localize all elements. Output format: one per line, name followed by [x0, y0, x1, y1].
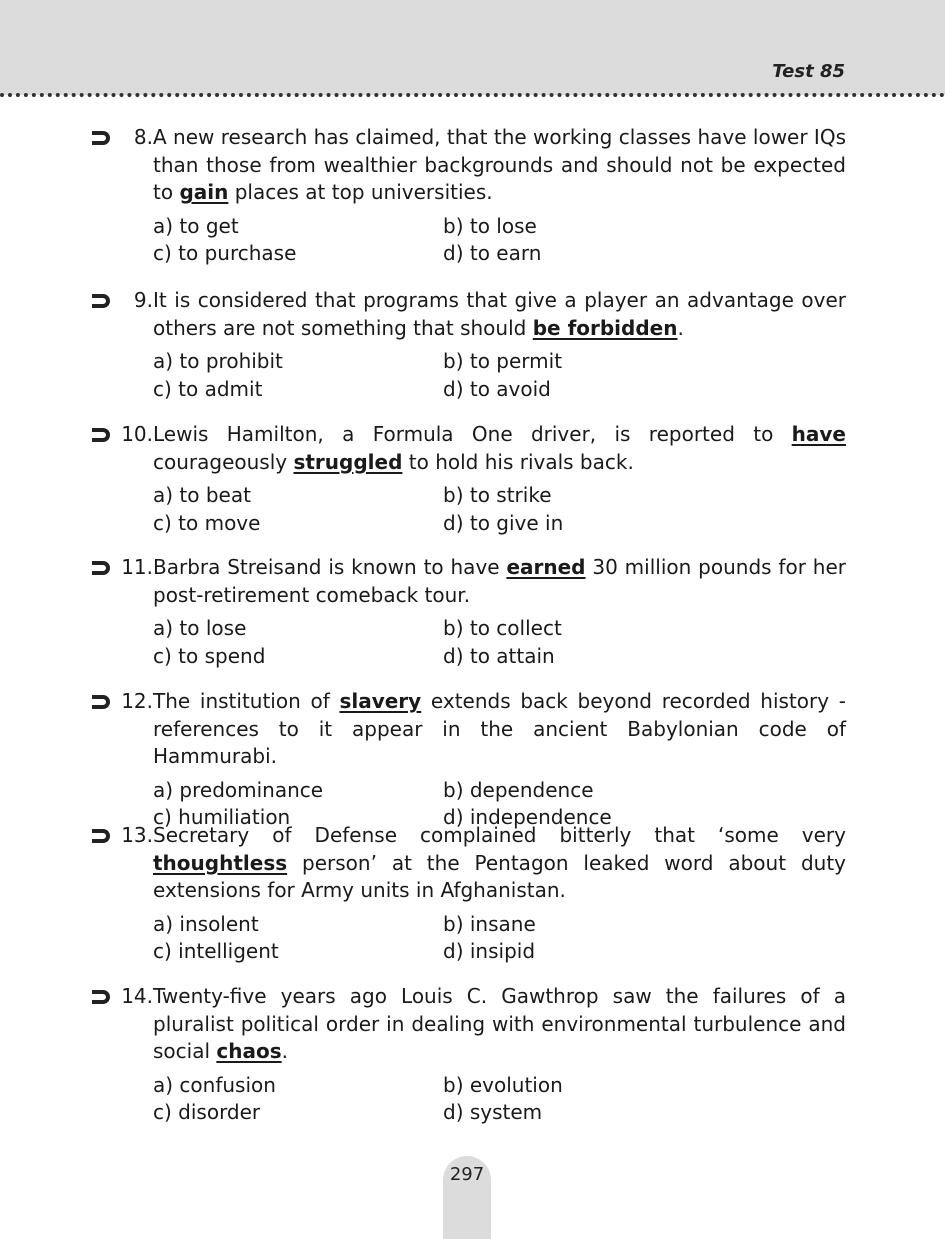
answer-options	[153, 213, 846, 268]
underlined-keyword: gain	[179, 180, 229, 204]
answer-option: a) confusion	[153, 1072, 276, 1097]
question-number: 11.	[121, 555, 153, 579]
question-number: 14.	[121, 984, 153, 1008]
page-number: 297	[449, 1164, 485, 1185]
underlined-keyword: thoughtless	[153, 850, 288, 875]
question-number: 10.	[121, 422, 153, 446]
answer-option: b) insane	[443, 911, 536, 936]
answer-option: d) to give in	[443, 510, 564, 535]
dotted-divider	[0, 93, 945, 97]
underlined-keyword: earned	[506, 555, 586, 579]
answer-option: d) independence	[443, 805, 612, 829]
answer-option: a) to prohibit	[153, 349, 283, 373]
question-number: 12.	[121, 689, 153, 713]
answer-option: d) to avoid	[443, 376, 551, 401]
stem-text: 30 million pounds for her post-retirement comeback tour.	[153, 555, 846, 607]
question-number: 13.	[121, 823, 153, 847]
stem-text: Barbra Streisand is known to have	[153, 555, 507, 579]
arrow-bullet-icon	[90, 127, 112, 149]
question-9	[90, 287, 846, 403]
arrow-bullet-icon	[90, 424, 112, 446]
stem-text: It is considered that programs that give a player an advantage over others are not something that should	[153, 288, 846, 340]
answer-option: c) intelligent	[153, 939, 279, 963]
question-11	[90, 554, 846, 670]
answer-option: b) dependence	[443, 777, 594, 802]
question-12	[90, 688, 846, 832]
answer-option: c) to purchase	[153, 241, 297, 265]
stem-text: to hold his rivals back.	[402, 449, 634, 474]
stem-text: Secretary of Defense complained bitterly that ‘some very	[153, 823, 846, 847]
underlined-keyword: struggled	[293, 449, 403, 474]
question-stem	[153, 688, 846, 771]
arrow-bullet-icon	[90, 557, 112, 579]
answer-option: b) to collect	[443, 616, 562, 640]
stem-text: .	[281, 1039, 288, 1063]
stem-text: extends back beyond recorded history - references to it appear in the ancient Babylonian code of Hammurabi.	[153, 689, 846, 768]
question-14	[90, 983, 846, 1127]
answer-option: a) predominance	[153, 777, 324, 802]
underlined-keyword: slavery	[339, 689, 422, 713]
answer-option: b) evolution	[443, 1072, 563, 1097]
question-number: 9.	[133, 288, 153, 312]
answer-option: b) to permit	[443, 349, 563, 373]
stem-text: Lewis Hamilton, a Formula One driver, is reported to	[153, 422, 792, 446]
answer-option: b) to lose	[443, 213, 537, 238]
stem-text: courageously	[153, 449, 294, 474]
question-stem	[153, 822, 846, 905]
answer-option: c) disorder	[153, 1100, 261, 1124]
stem-text: The institution of	[153, 689, 340, 713]
question-13	[90, 822, 846, 966]
answer-option: c) humiliation	[153, 805, 291, 829]
answer-options	[153, 615, 846, 670]
arrow-bullet-icon	[90, 691, 112, 713]
answer-option: c) to move	[153, 510, 261, 535]
answer-options	[153, 1072, 846, 1127]
answer-options	[153, 348, 846, 403]
answer-option: c) to admit	[153, 376, 263, 401]
question-stem	[153, 983, 846, 1066]
stem-text: Twenty-five years ago Louis C. Gawthrop saw the failures of a pluralist political order in dealing with environmental turbulence and social	[153, 984, 846, 1063]
answer-option: a) to beat	[153, 483, 251, 507]
answer-options	[153, 911, 846, 966]
answer-option: d) to attain	[443, 643, 555, 668]
test-title: Test 85	[772, 61, 845, 82]
stem-text: A new research has claimed, that the working classes have lower IQs than those from wealthier backgrounds and should not be expected to	[153, 125, 846, 204]
question-stem	[153, 554, 846, 609]
arrow-bullet-icon	[90, 986, 112, 1008]
answer-option: a) to get	[153, 213, 239, 238]
answer-option: c) to spend	[153, 643, 266, 668]
underlined-keyword: be forbidden	[532, 315, 678, 340]
answer-option: a) to lose	[153, 616, 247, 640]
stem-text: .	[677, 315, 684, 340]
stem-text: person’ at the Pentagon leaked word about duty extensions for Army units in Afghanistan.	[153, 850, 846, 902]
answer-option: d) system	[443, 1100, 543, 1124]
arrow-bullet-icon	[90, 290, 112, 312]
arrow-bullet-icon	[90, 825, 112, 847]
answer-option: b) to strike	[443, 483, 552, 507]
answer-option: a) insolent	[153, 911, 259, 936]
underlined-keyword: chaos	[216, 1039, 282, 1063]
question-stem	[153, 124, 846, 207]
answer-option: d) to earn	[443, 241, 542, 265]
question-8	[90, 124, 846, 268]
underlined-keyword: have	[791, 422, 846, 446]
question-number: 8.	[133, 125, 153, 149]
question-stem	[153, 421, 846, 476]
question-stem	[153, 287, 846, 342]
question-10	[90, 421, 846, 537]
answer-option: d) insipid	[443, 939, 536, 963]
stem-text: places at top universities.	[228, 180, 493, 204]
answer-options	[153, 482, 846, 537]
